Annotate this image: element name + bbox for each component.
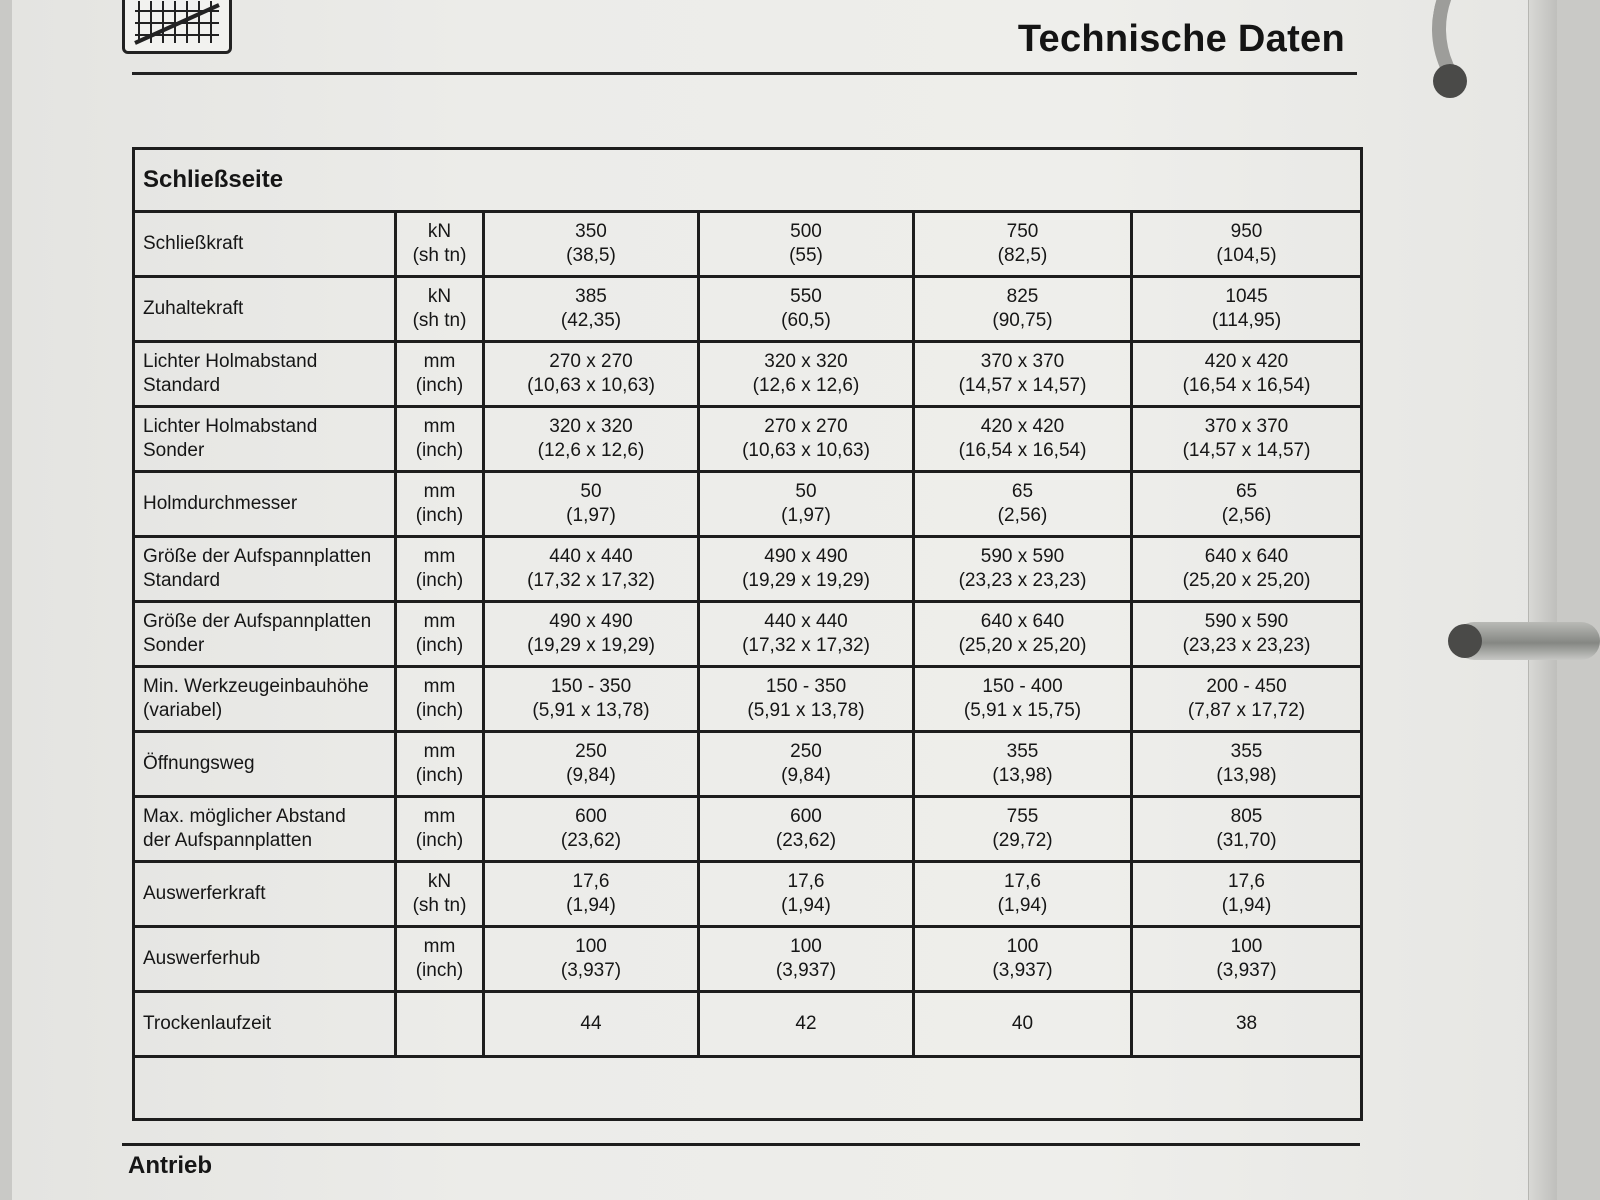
row-unit-line: mm <box>423 416 456 437</box>
value-line: 1045 <box>1225 286 1268 307</box>
value-line: 590 x 590 <box>1204 611 1289 632</box>
row-unit-line: mm <box>423 611 456 632</box>
row-unit-line: mm <box>423 936 456 957</box>
value-line: (29,72) <box>992 830 1053 851</box>
value-line: 250 <box>790 741 822 762</box>
value-line: 100 <box>1006 936 1039 957</box>
value-line: 640 x 640 <box>1204 546 1289 567</box>
row-label-line: Min. Werkzeugeinbauhöhe <box>143 676 369 697</box>
value-line: 420 x 420 <box>980 416 1065 437</box>
blank-row <box>134 1057 1362 1120</box>
row-label-line: Größe der Aufspannplatten <box>143 611 372 632</box>
row-label-line: Standard <box>143 375 221 396</box>
row-unit-line: (sh tn) <box>412 310 467 331</box>
value-cell <box>1132 862 1362 927</box>
value-line: 100 <box>1230 936 1263 957</box>
value-cell <box>914 992 1132 1057</box>
value-line: 370 x 370 <box>980 351 1065 372</box>
row-unit-line: mm <box>423 741 456 762</box>
table-row <box>134 992 1362 1057</box>
table-row <box>134 472 1362 537</box>
row-unit <box>396 277 484 342</box>
value-line: (14,57 x 14,57) <box>958 375 1087 396</box>
row-label <box>134 927 396 992</box>
section-header-row <box>134 149 1362 212</box>
value-line: 50 <box>580 481 602 502</box>
value-line: (3,937) <box>1216 960 1277 981</box>
value-cell <box>699 927 914 992</box>
row-label-line: Standard <box>143 570 221 591</box>
section-rule <box>122 1143 1360 1146</box>
value-line: 355 <box>1006 741 1039 762</box>
row-label-line: Max. möglicher Abstand <box>143 806 346 827</box>
value-line: 270 x 270 <box>549 351 633 372</box>
row-label-line: Holmdurchmesser <box>143 493 298 514</box>
row-label-line: Sonder <box>143 635 205 656</box>
value-cell <box>484 277 699 342</box>
value-line: (38,5) <box>566 245 616 266</box>
value-line: (31,70) <box>1216 830 1277 851</box>
value-line: 250 <box>575 741 607 762</box>
value-cell <box>1132 927 1362 992</box>
value-cell <box>914 537 1132 602</box>
row-unit-line: kN <box>427 871 452 892</box>
value-cell <box>914 277 1132 342</box>
row-unit <box>396 667 484 732</box>
value-cell <box>914 797 1132 862</box>
value-cell <box>914 407 1132 472</box>
value-cell <box>1132 342 1362 407</box>
row-unit <box>396 797 484 862</box>
value-line: 17,6 <box>1004 871 1041 892</box>
value-line: (19,29 x 19,29) <box>742 570 870 591</box>
row-unit-line: (inch) <box>415 765 464 786</box>
row-label-line: Zuhaltekraft <box>143 298 244 319</box>
value-cell <box>1132 797 1362 862</box>
value-line: 44 <box>580 1013 602 1034</box>
value-line: (16,54 x 16,54) <box>958 440 1087 461</box>
value-cell <box>699 862 914 927</box>
row-label-line: (variabel) <box>143 700 223 721</box>
value-cell <box>699 537 914 602</box>
value-line: 805 <box>1230 806 1263 827</box>
value-cell <box>484 472 699 537</box>
value-line: (23,62) <box>560 830 622 851</box>
value-cell <box>1132 407 1362 472</box>
value-cell <box>1132 667 1362 732</box>
value-line: (5,91 x 13,78) <box>532 700 650 721</box>
value-line: 150 - 350 <box>550 676 632 697</box>
row-label-line: Schließkraft <box>143 233 244 254</box>
value-line: (9,84) <box>781 765 831 786</box>
value-line: 150 - 350 <box>765 676 847 697</box>
value-line: 100 <box>575 936 607 957</box>
value-cell <box>699 797 914 862</box>
row-label <box>134 407 396 472</box>
row-unit <box>396 992 484 1057</box>
row-label <box>134 472 396 537</box>
row-unit <box>396 927 484 992</box>
row-unit <box>396 472 484 537</box>
value-line: (12,6 x 12,6) <box>537 440 645 461</box>
value-line: (42,35) <box>560 310 622 331</box>
value-line: 370 x 370 <box>1204 416 1289 437</box>
value-cell <box>914 472 1132 537</box>
row-label-line: Öffnungsweg <box>143 753 255 774</box>
row-unit-line: mm <box>423 546 456 567</box>
row-unit <box>396 537 484 602</box>
value-cell <box>484 927 699 992</box>
value-line: (17,32 x 17,32) <box>527 570 655 591</box>
next-section-title: Antrieb <box>128 1152 212 1179</box>
table-row <box>134 342 1362 407</box>
table-row <box>134 797 1362 862</box>
row-label-line: der Aufspannplatten <box>143 830 313 851</box>
value-line: 640 x 640 <box>980 611 1065 632</box>
table-row <box>134 537 1362 602</box>
row-label-line: Lichter Holmabstand <box>143 351 318 372</box>
value-line: (1,94) <box>1221 895 1272 916</box>
row-label-line: Trockenlaufzeit <box>143 1013 272 1034</box>
row-unit-line: (inch) <box>415 440 464 461</box>
value-cell <box>1132 732 1362 797</box>
value-cell <box>1132 212 1362 277</box>
value-line: 65 <box>1011 481 1034 502</box>
value-cell <box>914 732 1132 797</box>
value-line: (1,97) <box>781 505 831 526</box>
row-label <box>134 732 396 797</box>
row-unit <box>396 212 484 277</box>
value-line: 825 <box>1006 286 1039 307</box>
row-label <box>134 212 396 277</box>
row-unit <box>396 407 484 472</box>
value-line: (10,63 x 10,63) <box>527 375 655 396</box>
table-row <box>134 277 1362 342</box>
value-cell <box>484 407 699 472</box>
row-label <box>134 342 396 407</box>
value-line: 200 - 450 <box>1206 676 1287 697</box>
value-line: 17,6 <box>787 871 825 892</box>
value-line: (90,75) <box>992 310 1053 331</box>
row-label <box>134 862 396 927</box>
value-line: (7,87 x 17,72) <box>1187 700 1306 721</box>
value-line: 550 <box>790 286 822 307</box>
value-line: (2,56) <box>1221 505 1272 526</box>
value-line: (14,57 x 14,57) <box>1182 440 1311 461</box>
value-line: (10,63 x 10,63) <box>742 440 870 461</box>
value-line: 440 x 440 <box>764 611 848 632</box>
value-cell <box>484 212 699 277</box>
row-unit-line: (inch) <box>415 570 464 591</box>
row-label-line: Auswerferhub <box>143 948 261 969</box>
value-line: 38 <box>1235 1013 1258 1034</box>
row-unit <box>396 602 484 667</box>
value-line: (1,94) <box>566 895 616 916</box>
value-line: 65 <box>1235 481 1258 502</box>
value-line: 600 <box>790 806 822 827</box>
value-cell <box>1132 277 1362 342</box>
value-line: 500 <box>790 221 822 242</box>
spec-table <box>132 147 1363 1121</box>
value-line: 440 x 440 <box>549 546 633 567</box>
value-line: (9,84) <box>566 765 616 786</box>
value-line: (25,20 x 25,20) <box>958 635 1087 656</box>
row-unit-line: (inch) <box>415 635 464 656</box>
value-line: (17,32 x 17,32) <box>742 635 870 656</box>
binder-hole-middle <box>1448 624 1482 658</box>
value-cell <box>484 342 699 407</box>
value-line: (5,91 x 13,78) <box>747 700 865 721</box>
header-rule <box>132 72 1357 75</box>
value-line: 385 <box>575 286 607 307</box>
table-row <box>134 862 1362 927</box>
value-cell <box>484 732 699 797</box>
row-label-line: Auswerferkraft <box>143 883 266 904</box>
value-cell <box>914 862 1132 927</box>
table-row <box>134 407 1362 472</box>
value-line: 320 x 320 <box>764 351 848 372</box>
value-line: 42 <box>795 1013 817 1034</box>
value-cell <box>699 992 914 1057</box>
value-line: (1,97) <box>566 505 616 526</box>
value-line: (16,54 x 16,54) <box>1182 375 1311 396</box>
row-unit-line: (sh tn) <box>412 895 467 916</box>
row-unit-line: kN <box>427 286 452 307</box>
value-line: (19,29 x 19,29) <box>527 635 655 656</box>
row-label <box>134 667 396 732</box>
value-cell <box>914 927 1132 992</box>
row-unit-line: (inch) <box>415 505 464 526</box>
value-line: 350 <box>575 221 607 242</box>
value-line: 100 <box>790 936 822 957</box>
value-line: (23,23 x 23,23) <box>1182 635 1311 656</box>
page-title: Technische Daten <box>1017 18 1345 60</box>
value-line: 590 x 590 <box>980 546 1065 567</box>
value-line: (23,62) <box>775 830 837 851</box>
value-cell <box>484 797 699 862</box>
value-cell <box>484 667 699 732</box>
row-unit-line: mm <box>423 351 456 372</box>
value-cell <box>484 992 699 1057</box>
value-line: (1,94) <box>781 895 831 916</box>
value-line: (60,5) <box>781 310 831 331</box>
value-line: 270 x 270 <box>764 416 848 437</box>
row-unit <box>396 732 484 797</box>
row-label <box>134 992 396 1057</box>
value-line: (25,20 x 25,20) <box>1182 570 1311 591</box>
value-line: 950 <box>1230 221 1263 242</box>
value-line: 600 <box>575 806 607 827</box>
value-cell <box>914 667 1132 732</box>
row-unit-line: (inch) <box>415 960 464 981</box>
value-cell <box>699 342 914 407</box>
blank-cell <box>134 1057 1362 1120</box>
value-line: (82,5) <box>997 245 1048 266</box>
value-line: (13,98) <box>1216 765 1277 786</box>
section-title: Schließseite <box>134 149 1362 212</box>
row-unit-line: kN <box>427 221 452 242</box>
row-unit-line: (inch) <box>415 375 464 396</box>
value-line: 355 <box>1230 741 1263 762</box>
value-cell <box>1132 472 1362 537</box>
value-cell <box>484 537 699 602</box>
value-line: (3,937) <box>560 960 622 981</box>
value-line: (23,23 x 23,23) <box>958 570 1087 591</box>
value-cell <box>1132 537 1362 602</box>
value-cell <box>699 667 914 732</box>
row-label-line: Lichter Holmabstand <box>143 416 318 437</box>
table-row <box>134 732 1362 797</box>
value-cell <box>699 602 914 667</box>
value-line: (114,95) <box>1211 310 1282 331</box>
value-cell <box>914 212 1132 277</box>
value-cell <box>699 407 914 472</box>
row-label <box>134 602 396 667</box>
binder-hole-top <box>1433 64 1467 98</box>
value-line: (3,937) <box>775 960 837 981</box>
row-label <box>134 277 396 342</box>
row-label-line: Größe der Aufspannplatten <box>143 546 372 567</box>
value-cell <box>699 212 914 277</box>
value-line: 420 x 420 <box>1204 351 1289 372</box>
value-line: 17,6 <box>572 871 610 892</box>
table-row <box>134 667 1362 732</box>
grid-chart-logo-icon <box>122 0 232 54</box>
value-line: 490 x 490 <box>764 546 848 567</box>
value-line: (3,937) <box>992 960 1053 981</box>
value-cell <box>914 342 1132 407</box>
value-cell <box>699 732 914 797</box>
page-edge <box>1528 0 1557 1200</box>
value-line: 17,6 <box>1228 871 1265 892</box>
table-row <box>134 602 1362 667</box>
table-row <box>134 212 1362 277</box>
value-line: 40 <box>1011 1013 1034 1034</box>
value-line: 50 <box>795 481 817 502</box>
row-label <box>134 797 396 862</box>
row-unit <box>396 342 484 407</box>
value-cell <box>699 277 914 342</box>
value-line: 490 x 490 <box>549 611 633 632</box>
spec-sheet <box>132 147 1360 1121</box>
value-line: (13,98) <box>992 765 1053 786</box>
value-line: (104,5) <box>1216 245 1277 266</box>
row-unit-line: mm <box>423 481 456 502</box>
row-unit-line: (sh tn) <box>412 245 467 266</box>
value-cell <box>914 602 1132 667</box>
value-line: (5,91 x 15,75) <box>963 700 1082 721</box>
value-cell <box>699 472 914 537</box>
row-unit-line: (inch) <box>415 700 464 721</box>
value-cell <box>484 862 699 927</box>
value-line: 755 <box>1006 806 1039 827</box>
row-label <box>134 537 396 602</box>
table-row <box>134 927 1362 992</box>
row-unit-line: (inch) <box>415 830 464 851</box>
value-line: (12,6 x 12,6) <box>752 375 860 396</box>
row-label-line: Sonder <box>143 440 205 461</box>
row-unit-line: mm <box>423 676 456 697</box>
value-line: 750 <box>1006 221 1039 242</box>
value-line: 320 x 320 <box>549 416 633 437</box>
value-line: 150 - 400 <box>982 676 1063 697</box>
value-cell <box>1132 992 1362 1057</box>
value-line: (55) <box>789 245 823 266</box>
value-cell <box>484 602 699 667</box>
row-unit <box>396 862 484 927</box>
value-line: (1,94) <box>997 895 1048 916</box>
value-line: (2,56) <box>997 505 1048 526</box>
row-unit-line: mm <box>423 806 456 827</box>
value-cell <box>1132 602 1362 667</box>
